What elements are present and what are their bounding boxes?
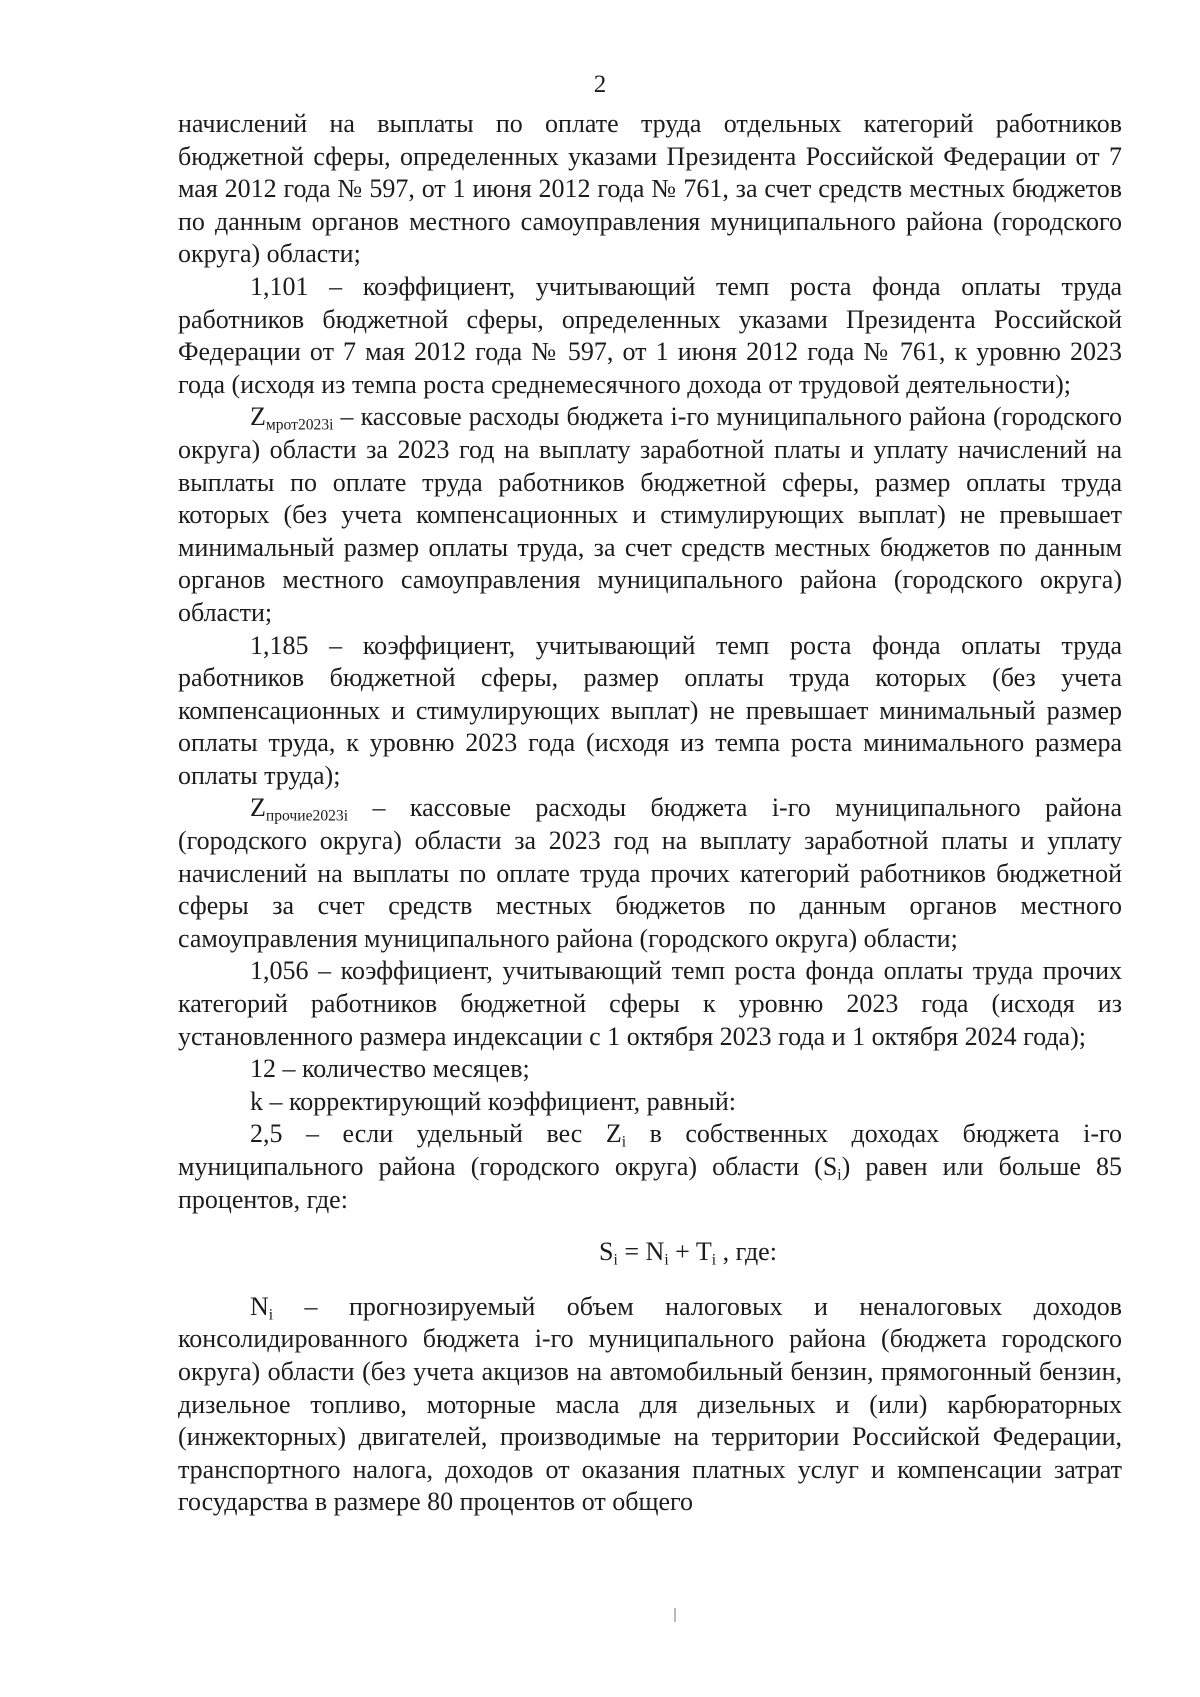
paragraph-coef-1101: 1,101 – коэффициент, учитывающий темп роста фонда оплаты труда работников бюджетной сферы, определенных указами Президента Российской Федерации от 7 мая 2012 года № 597, от 1 июня 2012 года № 761, к уровню 2023 года (исходя из темпа роста среднемесячного дохода от трудовой деятельности); bbox=[178, 271, 1122, 399]
symbol-subscript: мрот2023i bbox=[265, 416, 334, 434]
symbol-z: Z bbox=[250, 793, 266, 823]
paragraph-1: начислений на выплаты по оплате труда отдельных категорий работников бюджетной сферы, определенных указами Президента Российской Федерации от 7 мая 2012 года № 597, от 1 июня 2012 года № 761, за счет средств местных бюджетов по данным органов местного самоуправления муниципального района (городского округа) области; bbox=[178, 109, 1122, 269]
paragraph-text: – прогнозируемый объем налоговых и неналоговых доходов консолидированного бюджета i-го муниципального района (бюджета городского округа) области (без учета акцизов на автомобильный бензин, прямогонный бензин, дизельное топливо, моторные масла для дизельных и (или) карбюраторных (инжекторных) двигателей, производимые на территории Российской Федерации, транспортного налога, доходов от оказания платных услуг и компенсации затрат государства в размере 80 процентов от общего bbox=[178, 1291, 1122, 1517]
scan-mark bbox=[674, 1608, 676, 1622]
symbol-n: N bbox=[250, 1291, 269, 1321]
paragraph-ni bbox=[178, 1291, 1122, 1519]
paragraph-coef-1056: 1,056 – коэффициент, учитывающий темп роста фонда оплаты труда прочих категорий работников бюджетной сферы к уровню 2023 года (исходя из установленного размера индексации с 1 октября 2023 года и 1 октября 2024 года); bbox=[178, 956, 1122, 1051]
document-body bbox=[178, 108, 1122, 1519]
paragraph-z-mrot bbox=[178, 401, 1122, 629]
formula-si: $S_i = N_i + T_i$ , где: bbox=[599, 1237, 777, 1269]
page-number: 2 bbox=[593, 71, 607, 98]
paragraph-text: – кассовые расходы бюджета i-го муниципального района (городского округа) области за 2023 год на выплату заработной платы и уплату начислений на выплаты по оплате труда работников бюджетной сферы, размер оплаты труда которых (без учета компенсационных и стимулирующих выплат) не превышает минимальный размер оплаты труда, за счет средств местных бюджетов по данным органов местного самоуправления муниципального района (городского округа) области; bbox=[178, 402, 1122, 627]
paragraph-k: k – корректирующий коэффициент, равный: bbox=[250, 1086, 736, 1116]
symbol-z: Z bbox=[250, 402, 266, 432]
paragraph-text: – кассовые расходы бюджета i-го муниципального района (городского округа) области за 2023 год на выплату заработной платы и уплату начислений на выплаты по оплате труда прочих категорий работников бюджетной сферы за счет средств местных бюджетов по данным органов местного самоуправления муниципального района (городского округа) области; bbox=[178, 793, 1122, 953]
paragraph-k-value: 2,5 – если удельный вес $Z_i$ в собственных доходах бюджета i-го муниципального района (городского округа) области $(S_i)$ равен или больше 85 процентов, где: bbox=[178, 1119, 1122, 1214]
symbol-subscript: i bbox=[268, 1306, 274, 1324]
paragraph-z-prochie bbox=[178, 792, 1122, 955]
paragraph-months: 12 – количество месяцев; bbox=[250, 1054, 530, 1084]
symbol-subscript: прочие2023i bbox=[265, 807, 349, 825]
paragraph-coef-1185: 1,185 – коэффициент, учитывающий темп роста фонда оплаты труда работников бюджетной сферы, размер оплаты труда которых (без учета компенсационных и стимулирующих выплат) не превышает минимальный размер оплаты труда, к уровню 2023 года (исходя из темпа роста минимального размера оплаты труда); bbox=[178, 630, 1122, 790]
